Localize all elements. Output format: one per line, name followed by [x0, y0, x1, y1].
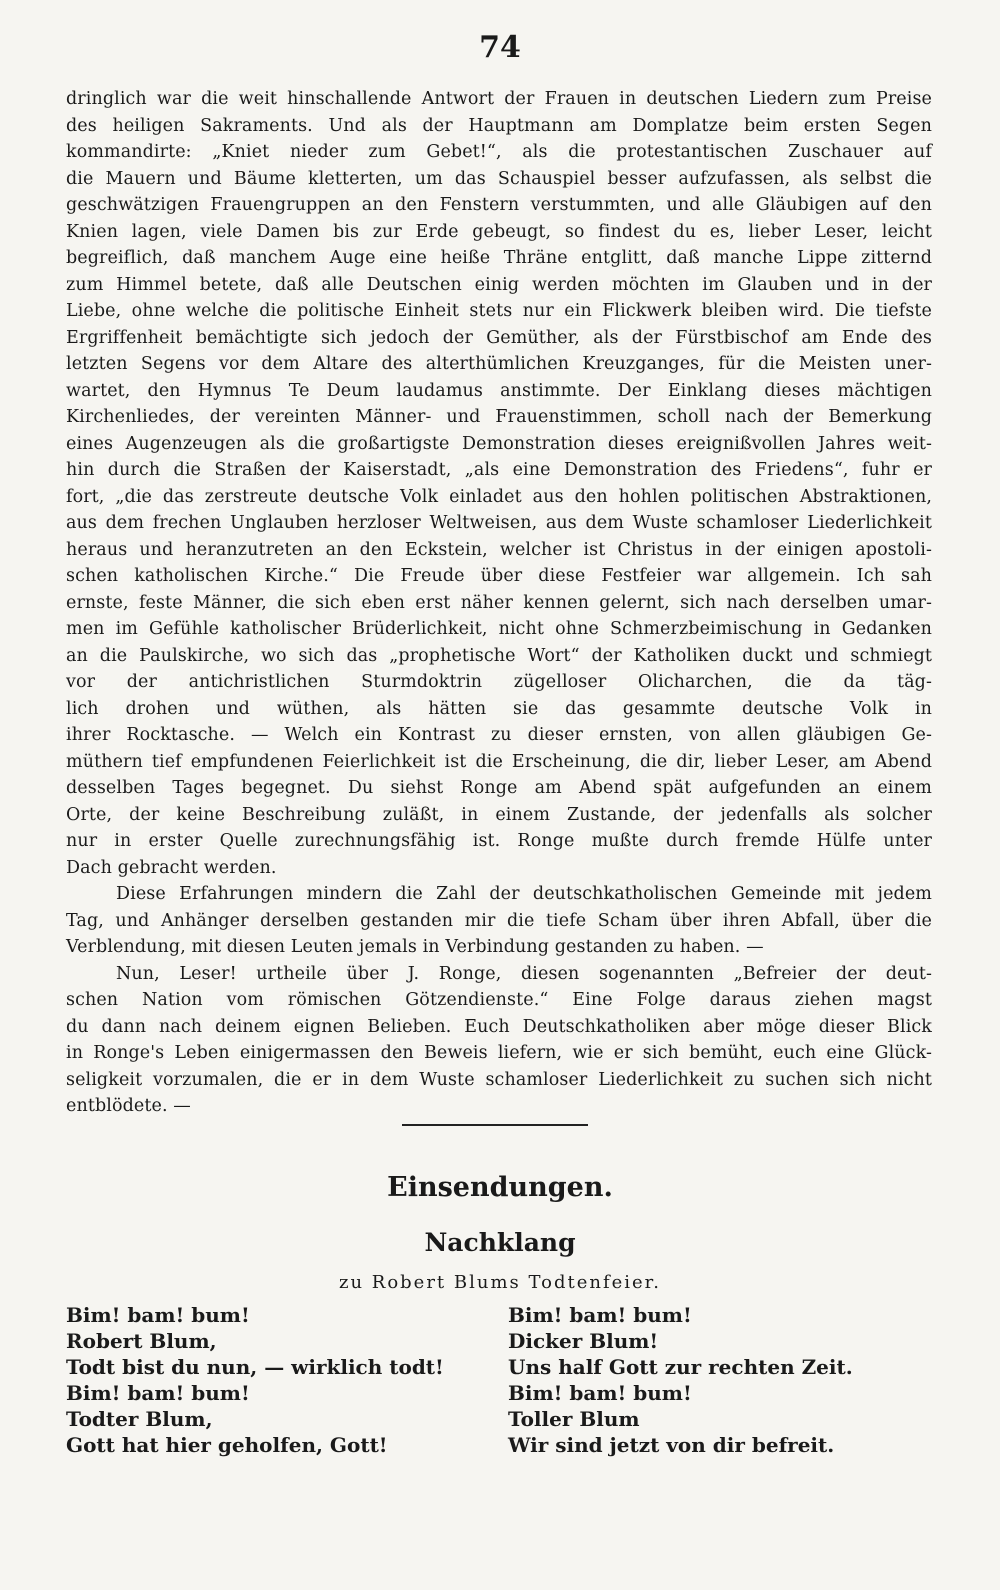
poem-verse: Robert Blum, — [66, 1329, 217, 1353]
poem-verse: Bim! bam! bum! — [66, 1381, 250, 1405]
text-line: men im Gefühle katholischer Brüderlichkeit, nicht ohne Schmerzbeimischung in Gedanken — [66, 619, 932, 639]
text-line: fort, „die das zerstreute deutsche Volk einladet aus den hohlen politischen Abstraktionen, — [66, 486, 932, 507]
text-line: Nun, Leser! urtheile über J. Ronge, diesen sogenannten „Befreier der deut- — [116, 963, 932, 984]
poem-verse: Dicker Blum! — [508, 1329, 659, 1353]
text-line: begreiflich, daß manchem Auge eine heiße Thräne entglitt, daß manche Lippe zitternd — [66, 248, 932, 268]
text-line: seligkeit vorzumalen, die er in dem Wuste schamloser Liederlichkeit zu suchen sich nicht — [66, 1069, 932, 1090]
text-line: nur in erster Quelle zurechnungsfähig ist. Ronge mußte durch fremde Hülfe unter — [66, 831, 932, 851]
article-body — [66, 86, 932, 1120]
section-divider — [402, 1124, 588, 1126]
text-line: letzten Segens vor dem Altare des alterthümlichen Kreuzganges, für die Meisten uner- — [66, 354, 932, 374]
text-line: lich drohen und wüthen, als hätten sie das gesammte deutsche Volk in — [66, 698, 932, 719]
poem-verse: Uns half Gott zur rechten Zeit. — [508, 1355, 853, 1379]
text-line: entblödete. — — [66, 1096, 191, 1116]
text-line: Verblendung, mit diesen Leuten jemals in Verbindung gestanden zu haben. — — [66, 937, 764, 957]
text-line: heraus und heranzutreten an den Eckstein, welcher ist Christus in der einigen apostoli- — [66, 539, 932, 560]
text-line: geschwätzigen Frauengruppen an den Fenstern verstummten, und alle Gläubigen auf den — [66, 195, 932, 215]
poem-verse: Wir sind jetzt von dir befreit. — [508, 1433, 835, 1457]
text-line: Kirchenliedes, der vereinten Männer- und Frauenstimmen, scholl nach der Bemerkung — [66, 407, 932, 427]
text-line: hin durch die Straßen der Kaiserstadt, „als eine Demonstration des Friedens“, fuhr er — [66, 460, 932, 480]
text-line: die Mauern und Bäume kletterten, um das Schauspiel besser aufzufassen, als selbst die — [66, 168, 932, 189]
text-line: du dann nach deinem eignen Belieben. Euch Deutschkatholiken aber möge dieser Blick — [66, 1016, 932, 1037]
text-line: zum Himmel betete, daß alle Deutschen einig werden möchten im Glauben und in der — [66, 274, 932, 295]
text-line: an die Paulskirche, wo sich das „prophetische Wort“ der Katholiken duckt und schmiegt — [66, 645, 932, 666]
text-line: Liebe, ohne welche die politische Einheit stets nur ein Flickwerk bleiben wird. Die tiefste — [66, 301, 932, 321]
text-line: in Ronge's Leben einigermassen den Beweis liefern, wie er sich bemüht, euch eine Glück- — [66, 1043, 932, 1063]
text-line: eines Augenzeugen als die großartigste Demonstration dieses ereignißvollen Jahres weit- — [66, 433, 932, 454]
text-line: Knien lagen, viele Damen bis zur Erde gebeugt, so findest du es, lieber Leser, leicht — [66, 221, 932, 242]
text-line: Orte, der keine Beschreibung zuläßt, in einem Zustande, der jedenfalls als solcher — [66, 804, 932, 825]
poem-verse: Bim! bam! bum! — [66, 1303, 250, 1327]
text-line: Ergriffenheit bemächtigte sich jedoch der Gemüther, als der Fürstbischof am Ende des — [66, 327, 932, 348]
text-line: desselben Tages begegnet. Du siehst Ronge am Abend spät aufgefunden an einem — [66, 778, 932, 798]
text-line: ihrer Rocktasche. — Welch ein Kontrast zu dieser ernsten, von allen gläubigen Ge- — [66, 725, 932, 745]
text-line: Dach gebracht werden. — [66, 857, 277, 878]
text-line: kommandirte: „Kniet nieder zum Gebet!“, als die protestantischen Zuschauer auf — [66, 142, 932, 162]
text-line: Diese Erfahrungen mindern die Zahl der deutschkatholischen Gemeinde mit jedem — [116, 884, 932, 904]
text-line: wartet, den Hymnus Te Deum laudamus anstimmte. Der Einklang dieses mächtigen — [66, 380, 932, 401]
text-line: ernste, feste Männer, die sich eben erst näher kennen gelernt, sich nach derselben umar- — [66, 592, 932, 613]
poem-verse: Todter Blum, — [66, 1407, 213, 1431]
poem-title: Nachklang — [424, 1228, 576, 1257]
poem-column-left — [66, 1302, 444, 1458]
poem-verse: Gott hat hier geholfen, Gott! — [66, 1433, 388, 1457]
text-line: des heiligen Sakraments. Und als der Hauptmann am Domplatze beim ersten Segen — [66, 115, 932, 136]
poem-subtitle: zu Robert Blums Todtenfeier. — [338, 1272, 662, 1293]
text-line: aus dem frechen Unglauben herzloser Weltweisen, aus dem Wuste schamloser Liederlichkeit — [66, 513, 932, 533]
section-title: Einsendungen. — [387, 1172, 613, 1203]
poem-verse: Bim! bam! bum! — [508, 1303, 692, 1327]
page-number: 74 — [479, 30, 521, 65]
poem-verse: Todt bist du nun, — wirklich todt! — [66, 1355, 444, 1379]
poem-verse: Toller Blum — [508, 1407, 640, 1431]
poem-column-right — [508, 1302, 853, 1458]
poem-verse: Bim! bam! bum! — [508, 1381, 692, 1405]
text-line: müthern tief empfundenen Feierlichkeit ist die Erscheinung, die dir, lieber Leser, am Abend — [66, 751, 932, 772]
text-line: vor der antichristlichen Sturmdoktrin zügelloser Olicharchen, die da täg- — [66, 672, 932, 692]
text-line: schen katholischen Kirche.“ Die Freude über diese Festfeier war allgemein. Ich sah — [66, 566, 932, 586]
text-line: schen Nation vom römischen Götzendienste.“ Eine Folge daraus ziehen magst — [66, 990, 932, 1010]
text-line: Tag, und Anhänger derselben gestanden mir die tiefe Scham über ihren Abfall, über die — [66, 910, 932, 931]
text-line: dringlich war die weit hinschallende Antwort der Frauen in deutschen Liedern zum Preise — [66, 89, 932, 109]
